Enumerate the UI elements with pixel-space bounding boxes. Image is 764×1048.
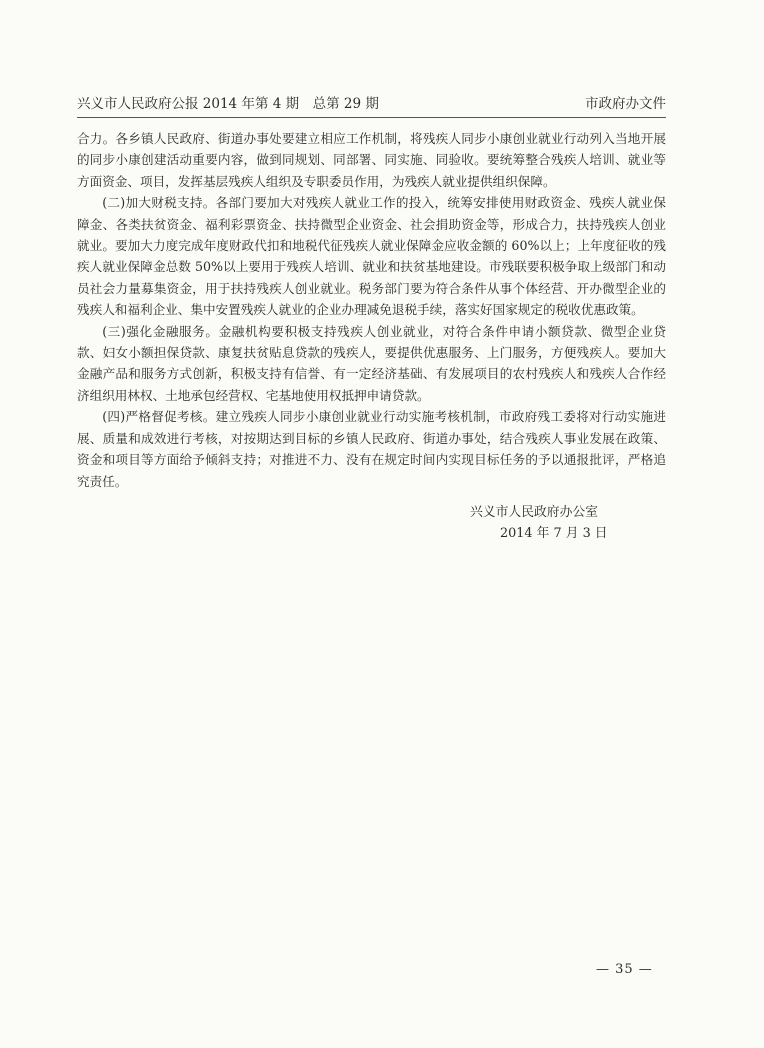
paragraph-continuation: 合力。各乡镇人民政府、街道办事处要建立相应工作机制，将残疾人同步小康创业就业行动列入当地开展的同步小康创建活动重要内容，做到同规划、同部署、同实施、同验收。要统筹整合残疾人培训、就业等方面资金、项目，发挥基层残疾人组织及专职委员作用，为残疾人就业提供组织保障。 <box>77 131 666 189</box>
header-divider <box>77 117 666 118</box>
signature-block <box>470 502 630 544</box>
paragraph-supervision: (四)严格督促考核。建立残疾人同步小康创业就业行动实施考核机制，市政府残工委将对行动实施进展、质量和成效进行考核，对按期达到目标的乡镇人民政府、街道办事处，结合残疾人事业发展在政策、资金和项目等方面给予倾斜支持；对推进不力、没有在规定时间内实现目标任务的予以通报批评，严格追究责任。 <box>77 409 666 489</box>
section-title: 市政府办文件 <box>585 96 666 112</box>
issuing-organization: 兴义市人民政府办公室 <box>470 505 598 520</box>
paragraph-financial-services: (三)强化金融服务。金融机构要积极支持残疾人创业就业，对符合条件申请小额贷款、微型企业贷款、妇女小额担保贷款、康复扶贫贴息贷款的残疾人，要提供优惠服务、上门服务，方便残疾人。要加大金融产品和服务方式创新，积极支持有信誉、有一定经济基础、有发展项目的农村残疾人和残疾人合作经济组织用林权、土地承包经营权、宅基地使用权抵押申请贷款。 <box>77 323 666 403</box>
paragraph-fiscal-support: (二)加大财税支持。各部门要加大对残疾人就业工作的投入，统筹安排使用财政资金、残疾人就业保障金、各类扶贫资金、福利彩票资金、扶持微型企业资金、社会捐助资金等，形成合力，扶持残疾人创业就业。要加大力度完成年度财政代扣和地税代征残疾人就业保障金应收金额的 60%以上；上年度征收的残疾人就业保障金总数 50%以上要用于残疾人培训、就业和扶贫基地建设。市残联要积极争取上级部门和动员社会力量募集资金，用于扶持残疾人创业就业。税务部门要为符合条件从事个体经营、开办微型企业的残疾人和福利企业、集中安置残疾人就业的企业办理减免退税手续，落实好国家规定的税收优惠政策。 <box>77 195 666 318</box>
running-header <box>77 96 666 112</box>
issue-date: 2014 年 7 月 3 日 <box>500 526 608 541</box>
document-body <box>77 128 666 492</box>
publication-title: 兴义市人民政府公报 2014 年第 4 期 总第 29 期 <box>77 96 379 112</box>
page-number: — 35 — <box>596 962 653 977</box>
